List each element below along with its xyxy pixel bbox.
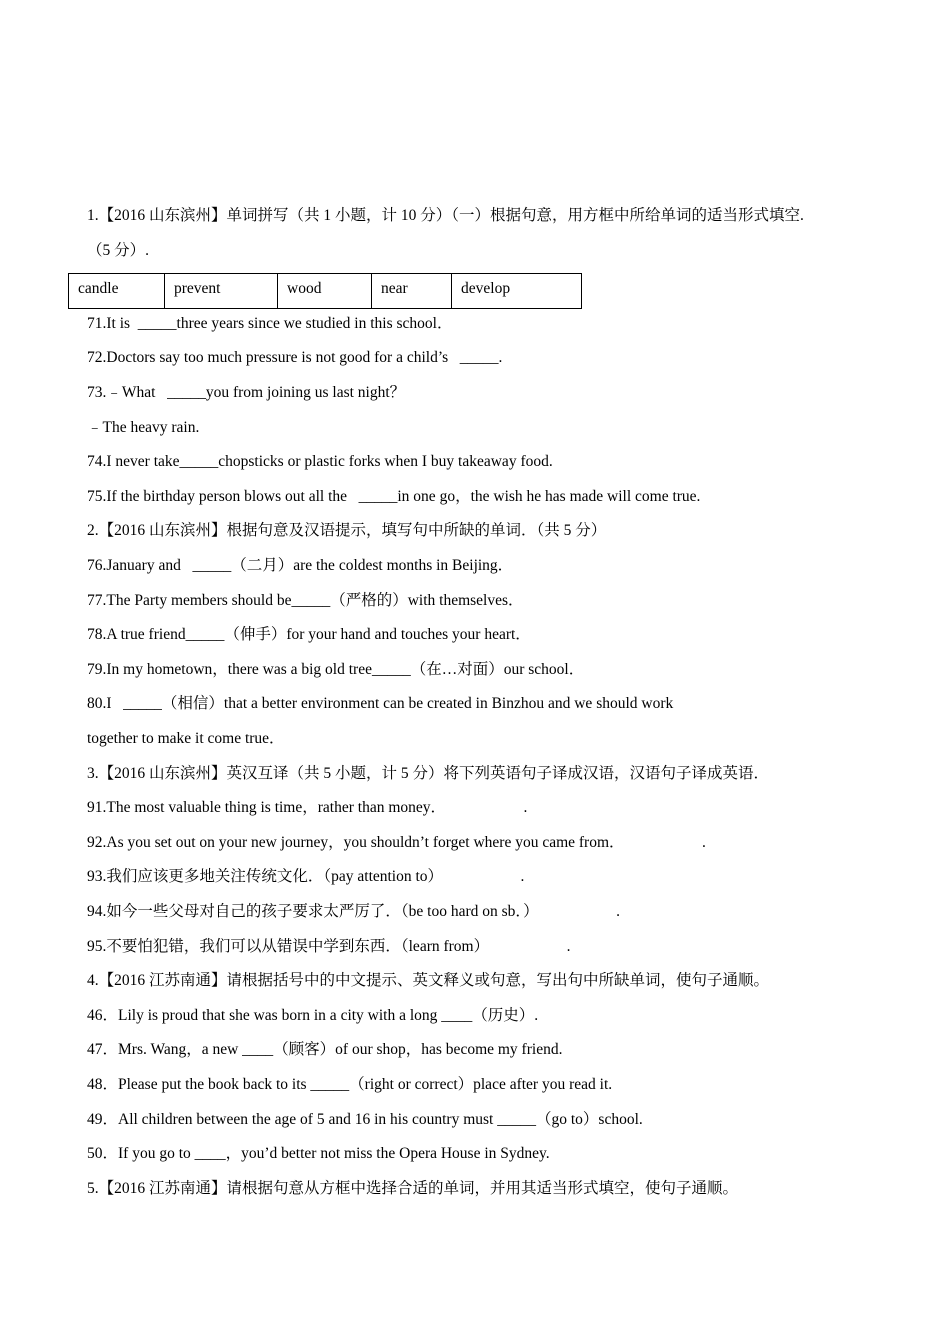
sentence-94: 94.如今一些父母对自己的孩子要求太严厉了．（be too hard on sb．） . xyxy=(87,903,621,920)
question-2-title: 2.【2016 山东滨州】根据句意及汉语提示，填写句中所缺的单词．（共 5 分） xyxy=(87,522,607,539)
question-1-title: 1.【2016 山东滨州】单词拼写（共 1 小题，计 10 分）（一）根据句意，用方框中所给单词的适当形式填空. xyxy=(87,207,804,224)
sentence-47: 47．Mrs. Wang，a new ____（顾客）of our shop，has become my friend. xyxy=(87,1041,563,1058)
sentence-80: 80.I _____（相信）that a better environment can be created in Binzhou and we should work xyxy=(87,695,674,712)
question-3-title: 3.【2016 山东滨州】英汉互译（共 5 小题，计 5 分）将下列英语句子译成汉语，汉语句子译成英语． xyxy=(87,765,770,782)
sentence-77: 77.The Party members should be_____（严格的）with themselves． xyxy=(87,592,524,609)
word-box-cell: near xyxy=(372,274,452,308)
sentence-93: 93.我们应该更多地关注传统文化．（pay attention to） . xyxy=(87,868,525,885)
sentence-48: 48．Please put the book back to its _____（right or correct）place after you read it. xyxy=(87,1076,613,1093)
sentence-92: 92.As you set out on your new journey，you shouldn’t forget where you came from． . xyxy=(87,834,706,851)
word-box-cell: candle xyxy=(69,274,165,308)
sentence-71: 71.It is _____three years since we studied in this school． xyxy=(87,315,453,332)
word-box-cell: wood xyxy=(278,274,372,308)
sentence-76: 76.January and _____（二月）are the coldest months in Beijing． xyxy=(87,557,514,574)
question-5-title: 5.【2016 江苏南通】请根据句意从方框中选择合适的单词，并用其适当形式填空，使句子通顺。 xyxy=(87,1180,739,1197)
sentence-73-answer: ﹣The heavy rain. xyxy=(87,419,200,436)
sentence-73: 73.﹣What _____you from joining us last night？ xyxy=(87,384,406,401)
word-box-cell: develop xyxy=(461,280,511,297)
sentence-75: 75.If the birthday person blows out all the _____in one go，the wish he has made will come true. xyxy=(87,488,701,505)
sentence-49: 49．All children between the age of 5 and 16 in his country must _____（go to）school. xyxy=(87,1111,643,1128)
sentence-80-continued: together to make it come true． xyxy=(87,730,285,747)
sentence-72: 72.Doctors say too much pressure is not good for a child’s _____. xyxy=(87,349,503,366)
sentence-74: 74.I never take_____chopsticks or plastic forks when I buy takeaway food. xyxy=(87,453,553,470)
sentence-91: 91.The most valuable thing is time，rather than money． . xyxy=(87,799,528,816)
sentence-50: 50．If you go to ____，you’d better not miss the Opera House in Sydney. xyxy=(87,1145,550,1162)
sentence-79: 79.In my hometown，there was a big old tree_____（在…对面）our school． xyxy=(87,661,585,678)
sentence-46: 46．Lily is proud that she was born in a city with a long ____（历史）. xyxy=(87,1007,539,1024)
sentence-78: 78.A true friend_____（伸手）for your hand and touches your heart． xyxy=(87,626,531,643)
question-1-score: （5 分）. xyxy=(87,242,150,259)
question-4-title: 4.【2016 江苏南通】请根据括号中的中文提示、英文释义或句意，写出句中所缺单词，使句子通顺。 xyxy=(87,972,770,989)
word-box-cell: prevent xyxy=(165,274,278,308)
word-box xyxy=(68,273,582,309)
sentence-95: 95.不要怕犯错，我们可以从错误中学到东西．（learn from） . xyxy=(87,938,571,955)
